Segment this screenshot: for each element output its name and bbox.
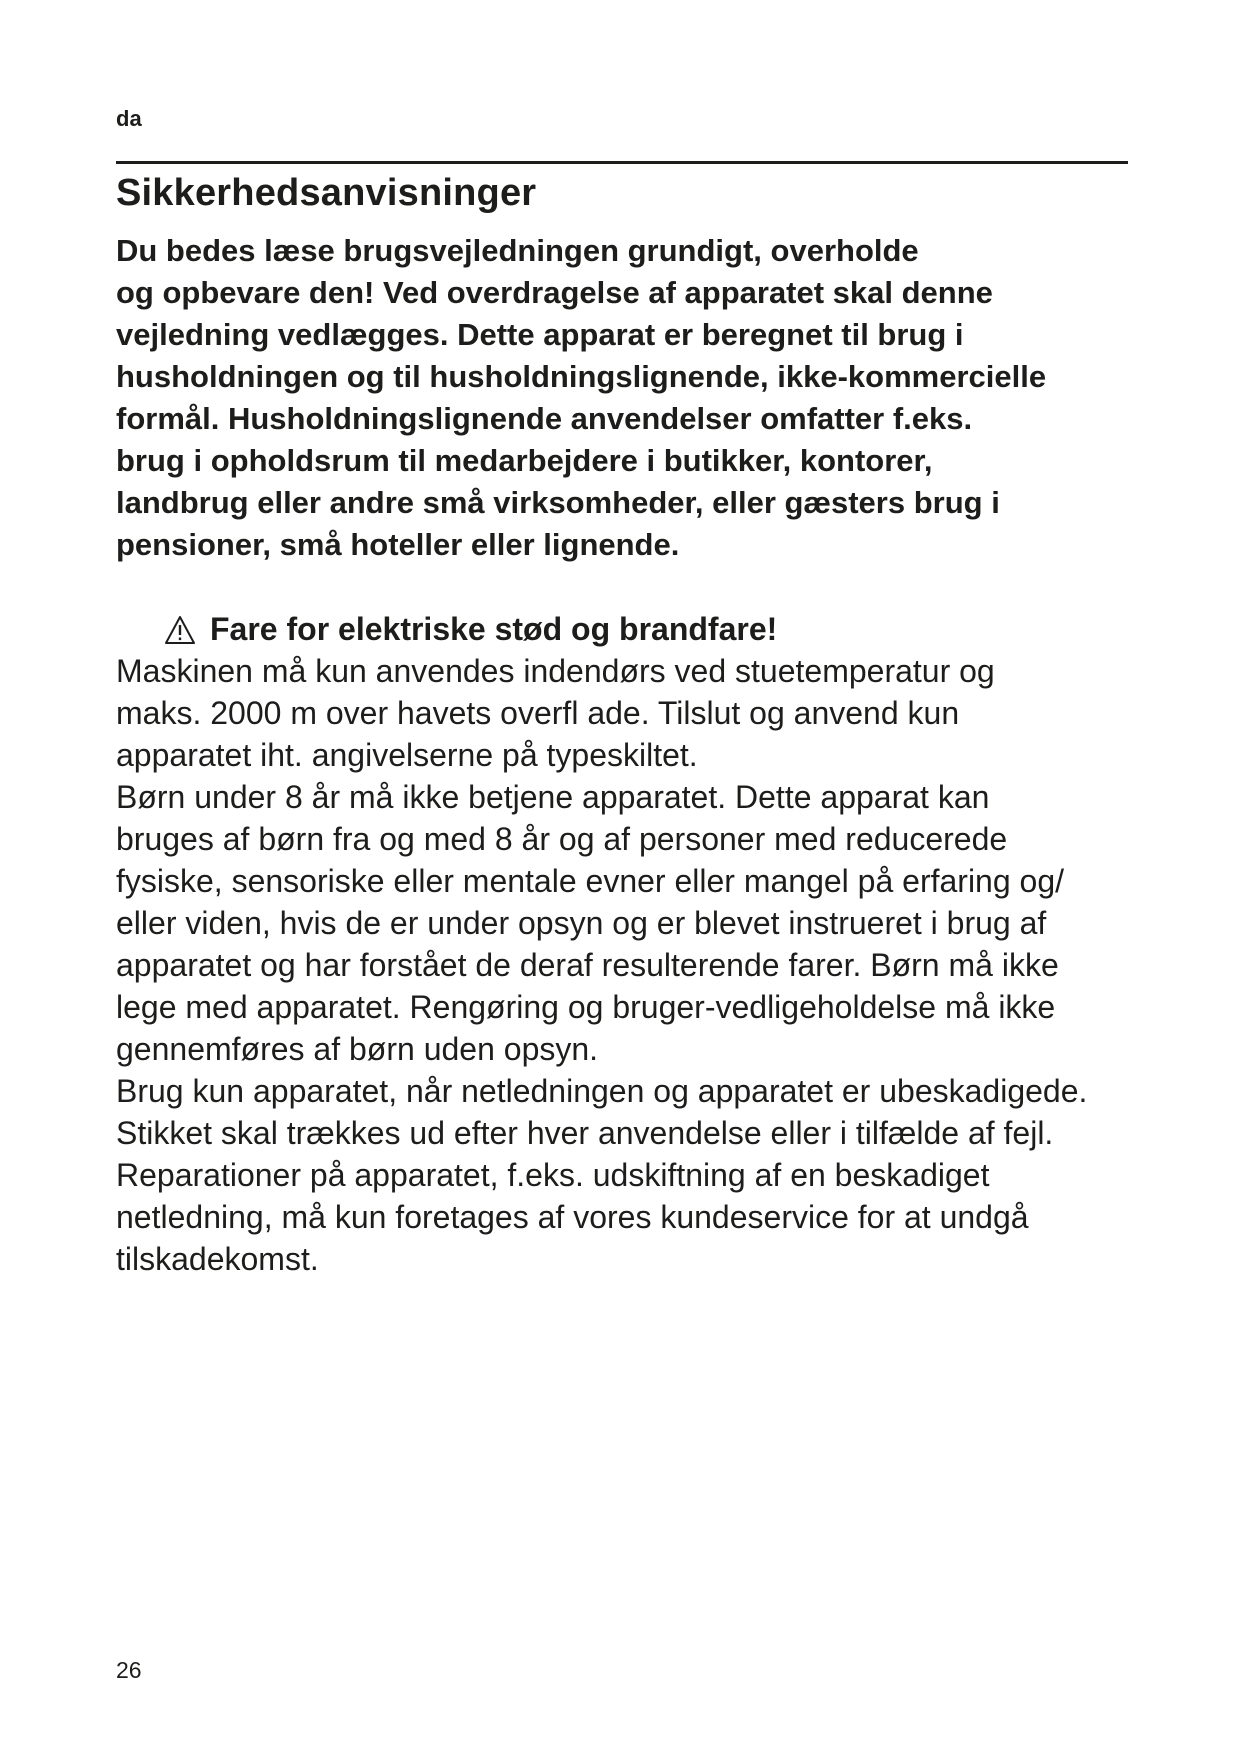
section-title: Sikkerhedsanvisninger [116,172,537,214]
body-line: tilskadekomst. [116,1241,319,1277]
manual-page [116,0,1126,1754]
body-line: Maskinen må kun anvendes indendørs ved stuetemperatur og [116,653,995,689]
warning-heading-text: Fare for elektriske stød og brandfare! [210,611,778,647]
body-line: netledning, må kun foretages af vores kundeservice for at undgå [116,1199,1029,1235]
intro-line: Du bedes læse brugsvejledningen grundigt, overholde [116,233,919,268]
body-line: lege med apparatet. Rengøring og bruger-vedligeholdelse må ikke [116,989,1056,1025]
body-line: Reparationer på apparatet, f.eks. udskiftning af en beskadiget [116,1157,990,1193]
body-line: Stikket skal trækkes ud efter hver anvendelse eller i tilfælde af fejl. [116,1115,1054,1151]
body-line: fysiske, sensoriske eller mentale evner eller mangel på erfaring og/ [116,863,1065,899]
page-number: 26 [116,1657,142,1683]
body-line: gennemføres af børn uden opsyn. [116,1031,599,1067]
warning-triangle-icon [164,615,196,645]
intro-line: formål. Husholdningslignende anvendelser omfatter f.eks. [116,401,973,436]
intro-line: landbrug eller andre små virksomheder, eller gæsters brug i [116,485,1000,520]
warning-heading [164,608,777,650]
intro-line: husholdningen og til husholdningslignende, ikke-kommercielle [116,359,1047,394]
intro-line: pensioner, små hoteller eller lignende. [116,527,680,562]
language-code: da [116,106,142,131]
intro-line: brug i opholdsrum til medarbejdere i butikker, kontorer, [116,443,933,478]
intro-paragraph [116,230,1128,566]
body-line: bruges af børn fra og med 8 år og af personer med reducerede [116,821,1008,857]
body-line: eller viden, hvis de er under opsyn og er blevet instrueret i brug af [116,905,1047,941]
safety-body-text [116,650,1128,1280]
header-rule [116,161,1128,164]
body-line: Børn under 8 år må ikke betjene apparatet. Dette apparat kan [116,779,990,815]
intro-line: vejledning vedlægges. Dette apparat er beregnet til brug i [116,317,964,352]
body-line: Brug kun apparatet, når netledningen og apparatet er ubeskadigede. [116,1073,1088,1109]
body-line: apparatet iht. angivelserne på typeskiltet. [116,737,698,773]
body-line: maks. 2000 m over havets overfl ade. Tilslut og anvend kun [116,695,960,731]
intro-line: og opbevare den! Ved overdragelse af apparatet skal denne [116,275,993,310]
body-line: apparatet og har forstået de deraf resulterende farer. Børn må ikke [116,947,1059,983]
